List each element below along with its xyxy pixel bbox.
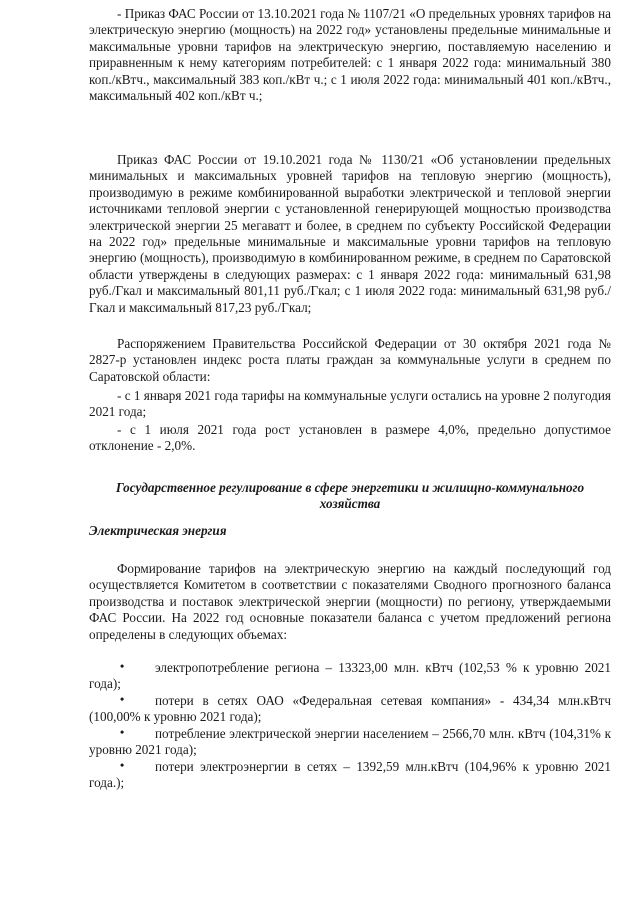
paragraph-fas-order-1107: - Приказ ФАС России от 13.10.2021 года № 1107/21 «О предельных уровнях тарифов на электрическую энергию (мощность) на 2022 год» установлены предельные минимальные и максимальные уровни тарифов на электрическую энергию, поставляемую населению и приравненным к нему категориям потребителей: с 1 января 2022 года: минимальный 380 коп./кВтч., максимальный 383 коп./кВт ч.; с 1 июля 2022 года: минимальный 401 коп./кВтч., максимальный 402 коп./кВт ч.; bbox=[89, 6, 611, 104]
paragraph-july-growth: - с 1 июля 2021 года рост установлен в размере 4,0%, предельно допустимое отклонение - 2,0%. bbox=[89, 422, 611, 454]
section-heading: Государственное регулирование в сфере энергетики и жилищно-коммунального хозяйства bbox=[115, 480, 585, 512]
bullet-marker: • bbox=[120, 725, 125, 739]
bullet-marker: • bbox=[120, 758, 125, 772]
paragraph-fas-order-1130: Приказ ФАС России от 19.10.2021 года № 1130/21 «Об установлении предельных минимальных и максимальных уровней тарифов на тепловую энергию (мощность), производимую в режиме комбинированной выработки электрической и тепловой энергии источниками тепловой энергии с установленной генерирующей мощностью производства электрической энергии 25 мегаватт и более, в среднем по субъекту Российской Федерации на 2022 год» предельные минимальные и максимальные уровни тарифов на тепловую энергию (мощность), производимую в комбинированном режиме, в среднем по Саратовской области утверждены в следующих размерах: с 1 января 2022 года: минимальный 631,98 руб./Гкал и максимальный 801,11 руб./Гкал; с 1 июля 2022 года: минимальный 631,98 руб./Гкал и максимальный 817,23 руб./Гкал; bbox=[89, 152, 611, 315]
paragraph-january-tariffs: - с 1 января 2021 года тарифы на коммунальные услуги остались на уровне 2 полугодия 2021 года; bbox=[89, 388, 611, 420]
list-item: потери в сетях ОАО «Федеральная сетевая компания» - 434,34 млн.кВтч (100,00% к уровню 2021 года); bbox=[89, 693, 611, 725]
list-item: потребление электрической энергии населением – 2566,70 млн. кВтч (104,31% к уровню 2021 года); bbox=[89, 726, 611, 758]
bullet-marker: • bbox=[120, 692, 125, 706]
paragraph-government-decree: Распоряжением Правительства Российской Федерации от 30 октября 2021 года № 2827-р установлен индекс роста платы граждан за коммунальные услуги в среднем по Саратовской области: bbox=[89, 336, 611, 384]
subsection-heading: Электрическая энергия bbox=[89, 523, 227, 538]
list-item: электропотребление региона – 13323,00 млн. кВтч (102,53 % к уровню 2021 года); bbox=[89, 660, 611, 692]
bullet-marker: • bbox=[120, 659, 125, 673]
list-item: потери электроэнергии в сетях – 1392,59 млн.кВтч (104,96% к уровню 2021 года.); bbox=[89, 759, 611, 791]
paragraph-tariff-formation: Формирование тарифов на электрическую энергию на каждый последующий год осуществляется Комитетом в соответствии с показателями Сводного прогнозного баланса производства и поставок электрической энергии (мощности) по региону, утверждаемыми ФАС России. На 2022 год основные показатели баланса с учетом предложений региона определены в следующих объемах: bbox=[89, 561, 611, 642]
